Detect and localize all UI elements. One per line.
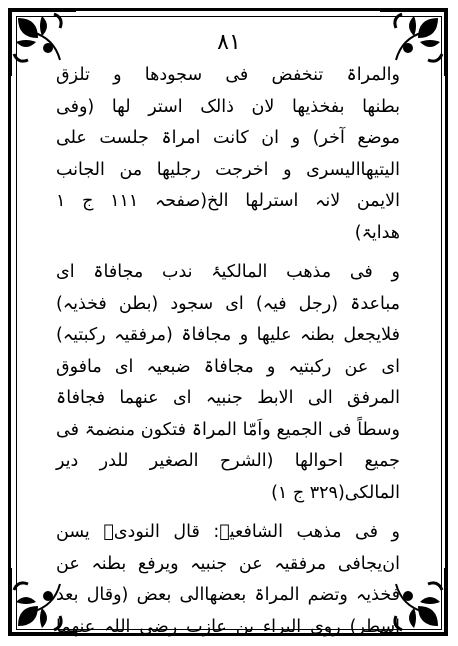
text-line: الایمن لانہ استرلها الخ(صفحہ ۱۱۱ ج ۱ <box>56 191 401 211</box>
text-line: اسطر) روی البراء بن عازب رضی اللہ عنهما <box>56 616 400 637</box>
text-line: مباعدۃ (رجل فیہ) ای سجود (بطن فخذیہ) <box>56 293 400 314</box>
paragraph <box>56 257 400 509</box>
text-line: بطنها بفخذیها لان ذالک استر لها (وفی <box>56 96 400 117</box>
text-line: ای عن رکبتیہ و مجافاۃ ضبعیہ ای مافوق <box>56 356 400 377</box>
page-number: ٨١ <box>217 30 241 55</box>
text-line: والمراۃ تنخفض فی سجودھا و تلزق <box>56 65 400 85</box>
text-line: الیتیهاالیسری و اخرجت رجلیها من الجانب <box>56 159 400 180</box>
text-line: فخذیہ وتضم المراۃ بعضهاالی بعض (وقال بعد <box>56 585 400 605</box>
text-line: و فی مذھب المالکیۂ ندب مجافاۃ ای <box>56 262 400 282</box>
text-line: و فی مذھب الشافعیۃ: قال النودیؒ یسن <box>56 522 400 542</box>
text-line: ان‌یجافی مرفقیہ عن جنبیہ ویرفع بطنہ عن <box>56 553 400 574</box>
text-line: ھدایۃ) <box>354 222 400 243</box>
text-line: المرفق الی الابط جنبیہ ای عنهما فجافاۃ <box>56 388 400 408</box>
page-body-text <box>56 60 400 643</box>
text-line: موضع آخر) و ان کانت امراۃ جلست علی <box>56 128 400 148</box>
text-line: المالکی(۳۲۹ ج ۱) <box>271 482 400 503</box>
paragraph <box>56 60 400 249</box>
text-line: وسطاً فی الجمیع واَمّا المراۃ فتکون منضمۃ فی <box>56 419 400 440</box>
text-line: جمیع احوالها (الشرح الصغیر للدر دیر <box>56 451 400 471</box>
paragraph <box>56 517 400 643</box>
text-line: فلایجعل بطنہ علیها و مجافاۃ (مرفقیہ رکبتیہ) <box>56 325 400 345</box>
